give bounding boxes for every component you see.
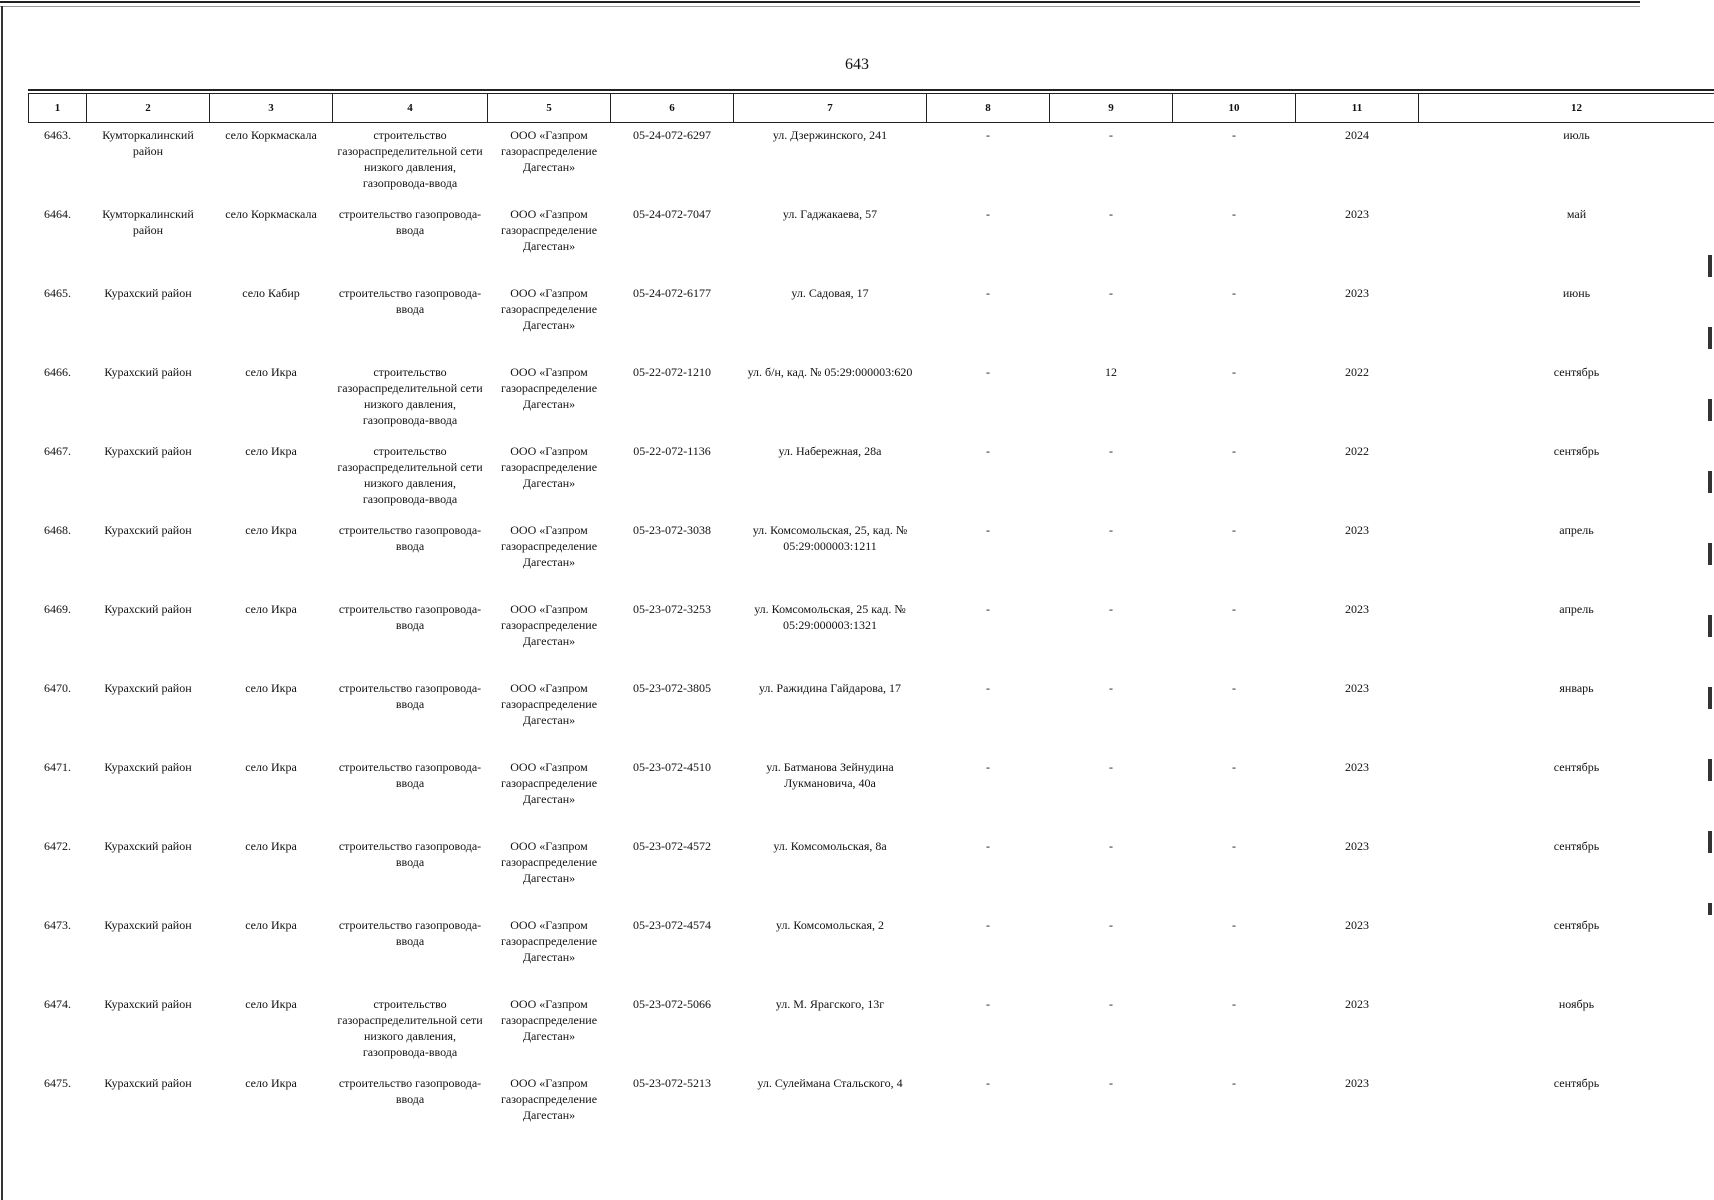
row-number: 6466.	[44, 364, 71, 379]
col10-cell: -	[1232, 206, 1236, 221]
code-cell: 05-23-072-3253	[633, 601, 711, 616]
year-cell: 2023	[1345, 680, 1369, 695]
col8-cell: -	[986, 996, 990, 1011]
code-cell: 05-24-072-6297	[633, 128, 711, 142]
column-header: 2	[87, 94, 210, 123]
month-cell: апрель	[1559, 522, 1594, 537]
code-cell: 05-23-072-3038	[633, 522, 711, 537]
organization-cell: ООО «Газпром газораспределение Дагестан»	[500, 128, 598, 174]
table-row	[29, 439, 1714, 518]
column-header: 12	[1419, 94, 1714, 123]
col9-cell: -	[1109, 996, 1113, 1011]
page-number: 643	[845, 56, 869, 73]
address-cell: ул. Дзержинского, 241	[772, 128, 888, 142]
col8-cell: -	[986, 364, 990, 379]
table-row	[29, 281, 1714, 360]
month-cell: апрель	[1559, 601, 1594, 616]
district-cell: Кумторкалинский район	[102, 128, 194, 158]
district-cell: Курахский район	[104, 996, 192, 1011]
year-cell: 2023	[1345, 1075, 1369, 1090]
organization-cell: ООО «Газпром газораспределение Дагестан»	[500, 838, 598, 885]
code-cell: 05-23-072-3805	[633, 680, 711, 695]
col9-cell: -	[1109, 522, 1113, 537]
col9-cell: -	[1109, 285, 1113, 300]
address-cell: ул. Комсомольская, 25, кад. № 05:29:000003:1211	[752, 522, 908, 553]
address-cell: ул. Комсомольская, 8а	[773, 838, 887, 853]
work-type-cell: строительство газопровода-ввода	[338, 601, 482, 632]
row-number: 6473.	[44, 917, 71, 932]
col10-cell: -	[1232, 364, 1236, 379]
month-cell: ноябрь	[1558, 996, 1595, 1011]
settlement-cell: село Икра	[245, 443, 297, 458]
work-type-cell: строительство газораспределительной сети низкого давления, газопровода-ввода	[337, 364, 483, 427]
code-cell: 05-23-072-4572	[633, 838, 711, 853]
column-header: 8	[927, 94, 1050, 123]
month-cell: май	[1566, 206, 1587, 221]
address-cell: ул. Набережная, 28а	[778, 443, 882, 458]
code-cell: 05-24-072-7047	[633, 206, 711, 221]
organization-cell: ООО «Газпром газораспределение Дагестан»	[500, 996, 598, 1043]
code-cell: 05-22-072-1136	[633, 443, 711, 458]
table-row	[29, 597, 1714, 676]
code-cell: 05-23-072-4510	[633, 759, 711, 774]
col10-cell: -	[1232, 759, 1236, 774]
month-cell: сентябрь	[1553, 1075, 1600, 1090]
col8-cell: -	[986, 1075, 990, 1090]
col10-cell: -	[1232, 917, 1236, 932]
year-cell: 2023	[1345, 522, 1369, 537]
col8-cell: -	[986, 285, 990, 300]
col10-cell: -	[1232, 522, 1236, 537]
work-type-cell: строительство газопровода-ввода	[338, 680, 482, 711]
district-cell: Курахский район	[104, 601, 192, 616]
top-border-rule	[0, 1, 1640, 3]
table-row	[29, 360, 1714, 439]
column-header: 9	[1050, 94, 1173, 123]
header-row	[29, 94, 1714, 123]
district-cell: Курахский район	[104, 917, 192, 932]
month-cell: июль	[1563, 128, 1590, 142]
district-cell: Курахский район	[104, 522, 192, 537]
column-header: 6	[611, 94, 734, 123]
year-cell: 2023	[1345, 206, 1369, 221]
work-type-cell: строительство газопровода-ввода	[338, 206, 482, 237]
settlement-cell: село Икра	[245, 680, 297, 695]
organization-cell: ООО «Газпром газораспределение Дагестан»	[500, 522, 598, 569]
header-rule	[28, 89, 1714, 91]
month-cell: июнь	[1562, 285, 1591, 300]
work-type-cell: строительство газораспределительной сети низкого давления, газопровода-ввода	[337, 128, 483, 190]
year-cell: 2023	[1345, 996, 1369, 1011]
column-header: 7	[734, 94, 927, 123]
district-cell: Кумторкалинский район	[102, 206, 194, 237]
top-border-rule-faint	[0, 6, 1640, 7]
district-cell: Курахский район	[104, 680, 192, 695]
table-row	[29, 202, 1714, 281]
col9-cell: 12	[1105, 364, 1117, 379]
district-cell: Курахский район	[104, 364, 192, 379]
row-number: 6471.	[44, 759, 71, 774]
row-number: 6469.	[44, 601, 71, 616]
col8-cell: -	[986, 601, 990, 616]
year-cell: 2023	[1345, 838, 1369, 853]
col8-cell: -	[986, 759, 990, 774]
settlement-cell: село Икра	[245, 917, 297, 932]
col9-cell: -	[1109, 759, 1113, 774]
work-type-cell: строительство газопровода-ввода	[338, 759, 482, 790]
year-cell: 2022	[1345, 443, 1369, 458]
address-cell: ул. Батманова Зейнудина Лукмановича, 40а	[766, 759, 894, 790]
settlement-cell: село Коркмаскала	[225, 128, 317, 142]
month-cell: сентябрь	[1553, 443, 1600, 458]
year-cell: 2023	[1345, 917, 1369, 932]
address-cell: ул. Гаджакаева, 57	[782, 206, 878, 221]
col10-cell: -	[1232, 601, 1236, 616]
code-cell: 05-24-072-6177	[633, 285, 711, 300]
column-header: 1	[29, 94, 87, 123]
district-cell: Курахский район	[104, 759, 192, 774]
code-cell: 05-23-072-4574	[633, 917, 711, 932]
settlement-cell: село Коркмаскала	[225, 206, 317, 221]
col10-cell: -	[1232, 285, 1236, 300]
column-header: 5	[488, 94, 611, 123]
col9-cell: -	[1109, 443, 1113, 458]
organization-cell: ООО «Газпром газораспределение Дагестан»	[500, 601, 598, 648]
col9-cell: -	[1109, 917, 1113, 932]
row-number: 6475.	[44, 1075, 71, 1090]
organization-cell: ООО «Газпром газораспределение Дагестан»	[500, 285, 598, 332]
row-number: 6468.	[44, 522, 71, 537]
organization-cell: ООО «Газпром газораспределение Дагестан»	[500, 443, 598, 490]
row-number: 6467.	[44, 443, 71, 458]
district-cell: Курахский район	[104, 443, 192, 458]
col8-cell: -	[986, 838, 990, 853]
col8-cell: -	[986, 522, 990, 537]
col8-cell: -	[986, 443, 990, 458]
settlement-cell: село Икра	[245, 1075, 297, 1090]
address-cell: ул. Садовая, 17	[791, 285, 869, 300]
settlement-cell: село Кабир	[242, 285, 300, 300]
col9-cell: -	[1109, 680, 1113, 695]
settlement-cell: село Икра	[245, 364, 297, 379]
col9-cell: -	[1109, 601, 1113, 616]
row-number: 6474.	[44, 996, 71, 1011]
address-cell: ул. Ражидина Гайдарова, 17	[758, 680, 902, 695]
table-row	[29, 1071, 1714, 1150]
organization-cell: ООО «Газпром газораспределение Дагестан»	[500, 759, 598, 806]
organization-cell: ООО «Газпром газораспределение Дагестан»	[500, 364, 598, 411]
column-header: 10	[1173, 94, 1296, 123]
work-type-cell: строительство газораспределительной сети низкого давления, газопровода-ввода	[337, 996, 483, 1059]
month-cell: сентябрь	[1553, 917, 1600, 932]
table-body	[29, 123, 1714, 1150]
address-cell: ул. Комсомольская, 25 кад. № 05:29:000003:1321	[754, 601, 906, 632]
col10-cell: -	[1232, 680, 1236, 695]
col8-cell: -	[986, 680, 990, 695]
address-cell: ул. Комсомольская, 2	[775, 917, 885, 932]
code-cell: 05-22-072-1210	[633, 364, 711, 379]
col10-cell: -	[1232, 838, 1236, 853]
col8-cell: -	[986, 206, 990, 221]
col10-cell: -	[1232, 443, 1236, 458]
code-cell: 05-23-072-5066	[633, 996, 711, 1011]
work-type-cell: строительство газопровода-ввода	[338, 838, 482, 869]
col8-cell: -	[986, 128, 990, 142]
table-row	[29, 755, 1714, 834]
col9-cell: -	[1109, 1075, 1113, 1090]
data-table	[28, 93, 1714, 1150]
column-header: 11	[1296, 94, 1419, 123]
col10-cell: -	[1232, 1075, 1236, 1090]
month-cell: январь	[1559, 680, 1594, 695]
year-cell: 2024	[1345, 128, 1369, 142]
address-cell: ул. б/н, кад. № 05:29:000003:620	[747, 364, 913, 379]
code-cell: 05-23-072-5213	[633, 1075, 711, 1090]
work-type-cell: строительство газопровода-ввода	[338, 1075, 482, 1106]
address-cell: ул. М. Ярагского, 13г	[775, 996, 885, 1011]
settlement-cell: село Икра	[245, 838, 297, 853]
table-row	[29, 518, 1714, 597]
row-number: 6465.	[44, 285, 71, 300]
settlement-cell: село Икра	[245, 522, 297, 537]
row-number: 6470.	[44, 680, 71, 695]
col8-cell: -	[986, 917, 990, 932]
table-row	[29, 123, 1714, 202]
organization-cell: ООО «Газпром газораспределение Дагестан»	[500, 206, 598, 253]
left-border-rule	[1, 6, 3, 1200]
month-cell: сентябрь	[1553, 759, 1600, 774]
month-cell: сентябрь	[1553, 364, 1600, 379]
organization-cell: ООО «Газпром газораспределение Дагестан»	[500, 917, 598, 964]
year-cell: 2023	[1345, 601, 1369, 616]
year-cell: 2023	[1345, 285, 1369, 300]
work-type-cell: строительство газопровода-ввода	[338, 917, 482, 948]
row-number: 6472.	[44, 838, 71, 853]
settlement-cell: село Икра	[245, 601, 297, 616]
table-row	[29, 834, 1714, 913]
month-cell: сентябрь	[1553, 838, 1600, 853]
column-header: 4	[333, 94, 488, 123]
organization-cell: ООО «Газпром газораспределение Дагестан»	[500, 1075, 598, 1122]
district-cell: Курахский район	[104, 285, 192, 300]
table-row	[29, 992, 1714, 1071]
address-cell: ул. Сулеймана Стальского, 4	[757, 1075, 903, 1090]
work-type-cell: строительство газопровода-ввода	[338, 522, 482, 553]
col9-cell: -	[1109, 206, 1113, 221]
table-row	[29, 913, 1714, 992]
year-cell: 2023	[1345, 759, 1369, 774]
work-type-cell: строительство газопровода-ввода	[338, 285, 482, 316]
row-number: 6463.	[44, 128, 71, 142]
col10-cell: -	[1232, 996, 1236, 1011]
col9-cell: -	[1109, 838, 1113, 853]
year-cell: 2022	[1345, 364, 1369, 379]
district-cell: Курахский район	[104, 1075, 192, 1090]
column-header: 3	[210, 94, 333, 123]
district-cell: Курахский район	[104, 838, 192, 853]
settlement-cell: село Икра	[245, 759, 297, 774]
settlement-cell: село Икра	[245, 996, 297, 1011]
row-number: 6464.	[44, 206, 71, 221]
table-row	[29, 676, 1714, 755]
work-type-cell: строительство газораспределительной сети низкого давления, газопровода-ввода	[337, 443, 483, 506]
col9-cell: -	[1109, 128, 1113, 142]
organization-cell: ООО «Газпром газораспределение Дагестан»	[500, 680, 598, 727]
col10-cell: -	[1232, 128, 1236, 142]
